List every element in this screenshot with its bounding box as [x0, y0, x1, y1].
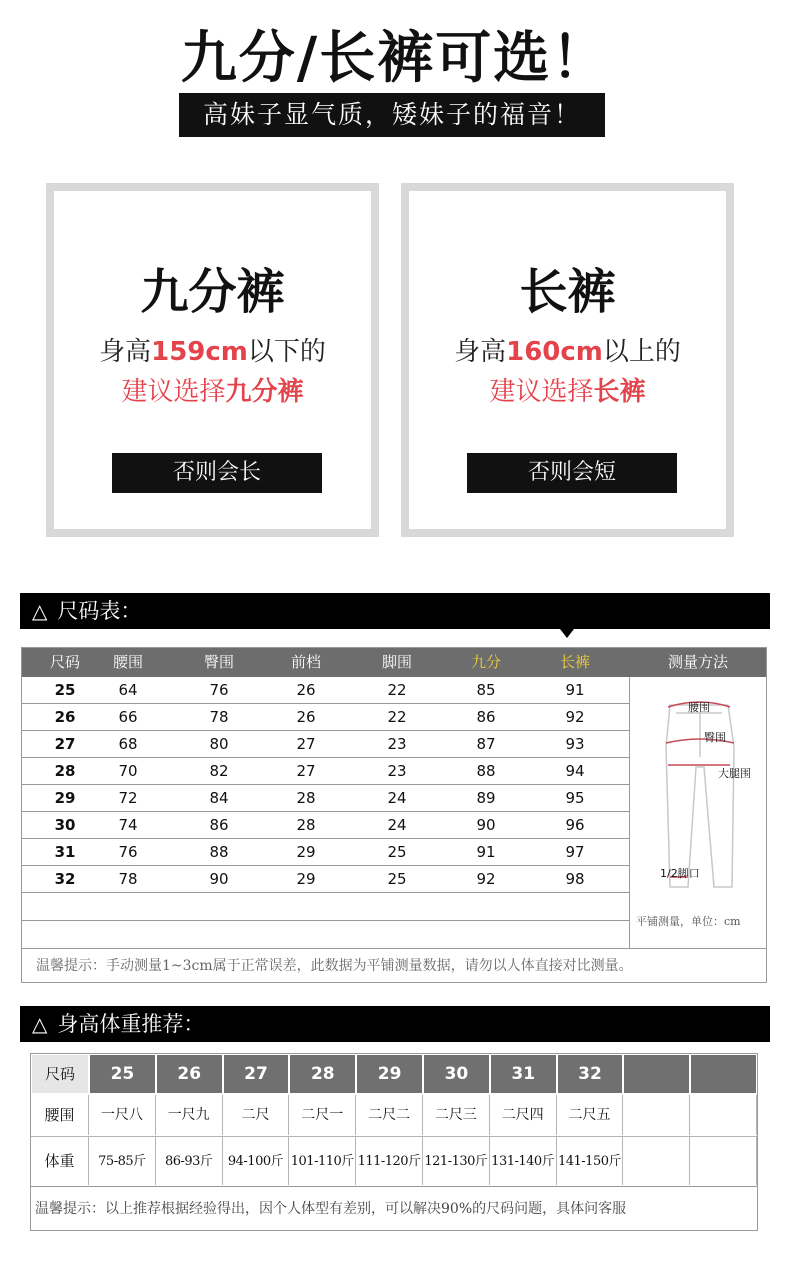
table-row [22, 839, 629, 866]
weight-header-size [691, 1055, 756, 1093]
table-cell: 89 [476, 789, 496, 807]
weight-row-label: 腰围 [31, 1095, 89, 1135]
table-cell: 88 [476, 762, 496, 780]
weight-cell: 101-110斤 [289, 1136, 356, 1185]
weight-cell: 121-130斤 [423, 1136, 490, 1185]
pants-diagram-icon [630, 677, 766, 948]
table-cell: 82 [209, 762, 229, 780]
weight-cell: 141-150斤 [557, 1136, 624, 1185]
measure-diagram [630, 677, 766, 948]
card-height-line: 身高159cm以下的 [99, 337, 326, 367]
table-cell: 84 [209, 789, 229, 807]
label-hip: 臀围 [704, 731, 726, 744]
table-cell: 28 [296, 789, 316, 807]
table-row [22, 866, 629, 893]
label-thigh: 大腿围 [718, 767, 751, 780]
table-cell: 25 [387, 843, 407, 861]
table-cell: 90 [476, 816, 496, 834]
table-cell: 25 [54, 681, 76, 699]
waist-cell: 一尺九 [156, 1095, 223, 1135]
table-cell: 93 [565, 735, 585, 753]
table-row [22, 704, 629, 731]
table-row [22, 812, 629, 839]
table-cell: 29 [296, 843, 316, 861]
waist-cell: 二尺三 [423, 1095, 490, 1135]
table-cell: 86 [209, 816, 229, 834]
table-cell: 25 [387, 870, 407, 888]
size-section-title: 尺码表： [57, 599, 142, 623]
table-cell: 78 [118, 870, 138, 888]
table-cell: 87 [476, 735, 496, 753]
weight-cell: 111-120斤 [356, 1136, 423, 1185]
table-cell: 68 [118, 735, 138, 753]
weight-header-size [624, 1055, 689, 1093]
hero-subtitle: 高妹子显气质，矮妹子的福音！ [179, 93, 605, 137]
col-long: 长裤 [559, 653, 590, 671]
table-cell: 91 [565, 681, 585, 699]
weight-cell [690, 1136, 757, 1185]
table-cell: 72 [118, 789, 138, 807]
col-size: 尺码 [49, 653, 80, 671]
triangle-outline-icon: △ [32, 599, 48, 623]
weight-header-label: 尺码 [32, 1055, 88, 1093]
table-cell: 28 [54, 762, 76, 780]
weight-cell: 131-140斤 [490, 1136, 557, 1185]
weight-cell: 86-93斤 [156, 1136, 223, 1185]
col-rise: 前档 [290, 653, 321, 671]
table-cell: 78 [209, 708, 229, 726]
table-cell: 23 [387, 762, 407, 780]
card-suggest-line: 建议选择九分裤 [121, 377, 304, 407]
table-cell: 24 [387, 789, 407, 807]
table-cell: 66 [118, 708, 138, 726]
weight-header-size: 30 [424, 1055, 489, 1093]
card-title: 九分裤 [140, 264, 285, 320]
table-cell: 22 [387, 681, 407, 699]
col-waist: 腰围 [112, 653, 143, 671]
table-cell: 27 [296, 735, 316, 753]
size-table [21, 647, 767, 983]
card-suggest-line: 建议选择长裤 [489, 377, 646, 407]
table-cell: 86 [476, 708, 496, 726]
waist-cell [623, 1095, 690, 1135]
table-cell: 74 [118, 816, 138, 834]
table-cell: 28 [296, 816, 316, 834]
table-cell: 29 [296, 870, 316, 888]
weight-header-size: 25 [90, 1055, 155, 1093]
triangle-outline-icon: △ [32, 1012, 48, 1036]
waist-cell: 一尺八 [89, 1095, 156, 1135]
card-title: 长裤 [519, 264, 616, 320]
waist-cell: 二尺 [223, 1095, 290, 1135]
waist-cell: 二尺四 [490, 1095, 557, 1135]
weight-header-size: 26 [157, 1055, 222, 1093]
table-cell: 88 [209, 843, 229, 861]
table-row [22, 758, 629, 785]
table-cell: 26 [296, 708, 316, 726]
waist-cell: 二尺一 [289, 1095, 356, 1135]
weight-header-size: 32 [558, 1055, 623, 1093]
weight-cell: 75-85斤 [89, 1136, 156, 1185]
table-cell: 64 [118, 681, 138, 699]
measure-note: 平铺测量，单位：cm [636, 915, 741, 928]
col-hem: 脚围 [381, 653, 412, 671]
waist-cell: 二尺二 [356, 1095, 423, 1135]
waist-cell [690, 1095, 757, 1135]
table-cell: 91 [476, 843, 496, 861]
hero-title: 九分/长裤可选！ [180, 26, 610, 91]
table-cell: 32 [54, 870, 76, 888]
table-cell: 24 [387, 816, 407, 834]
header-notch [560, 629, 574, 638]
table-cell: 70 [118, 762, 138, 780]
weight-cell [623, 1136, 690, 1185]
size-tip: 温馨提示：手动测量1~3cm属于正常误差，此数据为平铺测量数据，请勿以人体直接对比测量。 [22, 948, 766, 982]
weight-table [30, 1053, 758, 1231]
weight-tip: 温馨提示：以上推荐根据经验得出，因个人体型有差别，可以解决90%的尺码问题，具体问客服 [31, 1186, 757, 1230]
table-cell: 97 [565, 843, 585, 861]
table-cell: 98 [565, 870, 585, 888]
table-cell: 96 [565, 816, 585, 834]
label-waist: 腰围 [688, 701, 710, 714]
table-row [22, 785, 629, 812]
label-hem: 1/2脚口 [660, 867, 700, 880]
weight-header-size: 28 [290, 1055, 355, 1093]
table-cell: 23 [387, 735, 407, 753]
table-cell: 92 [565, 708, 585, 726]
card-nine-tenths [46, 183, 379, 537]
table-cell: 95 [565, 789, 585, 807]
table-row [22, 677, 629, 704]
col-measure: 测量方法 [667, 653, 728, 671]
weight-header-size: 31 [491, 1055, 556, 1093]
card-button: 否则会短 [467, 453, 677, 493]
table-cell: 27 [54, 735, 76, 753]
table-cell: 76 [118, 843, 138, 861]
table-cell: 92 [476, 870, 496, 888]
table-cell: 27 [296, 762, 316, 780]
table-cell: 22 [387, 708, 407, 726]
size-section-header [20, 593, 770, 629]
weight-row-label: 体重 [31, 1136, 89, 1185]
table-cell: 90 [209, 870, 229, 888]
table-cell: 26 [296, 681, 316, 699]
table-cell: 76 [209, 681, 229, 699]
card-button: 否则会长 [112, 453, 322, 493]
table-row-empty [22, 893, 629, 921]
weight-section-title: 身高体重推荐： [57, 1012, 205, 1036]
table-cell: 31 [54, 843, 76, 861]
table-cell: 30 [54, 816, 76, 834]
weight-header-size: 27 [224, 1055, 289, 1093]
table-cell: 85 [476, 681, 496, 699]
table-cell: 94 [565, 762, 585, 780]
weight-section-header [20, 1006, 770, 1042]
card-height-line: 身高160cm以上的 [454, 337, 681, 367]
size-table-header [22, 648, 766, 677]
card-long [401, 183, 734, 537]
table-cell: 80 [209, 735, 229, 753]
col-nine-tenths: 九分 [470, 653, 501, 671]
weight-cell: 94-100斤 [223, 1136, 290, 1185]
col-hip: 臀围 [203, 653, 234, 671]
weight-header-size: 29 [357, 1055, 422, 1093]
table-cell: 26 [54, 708, 76, 726]
table-row [22, 731, 629, 758]
table-cell: 29 [54, 789, 76, 807]
waist-cell: 二尺五 [557, 1095, 624, 1135]
